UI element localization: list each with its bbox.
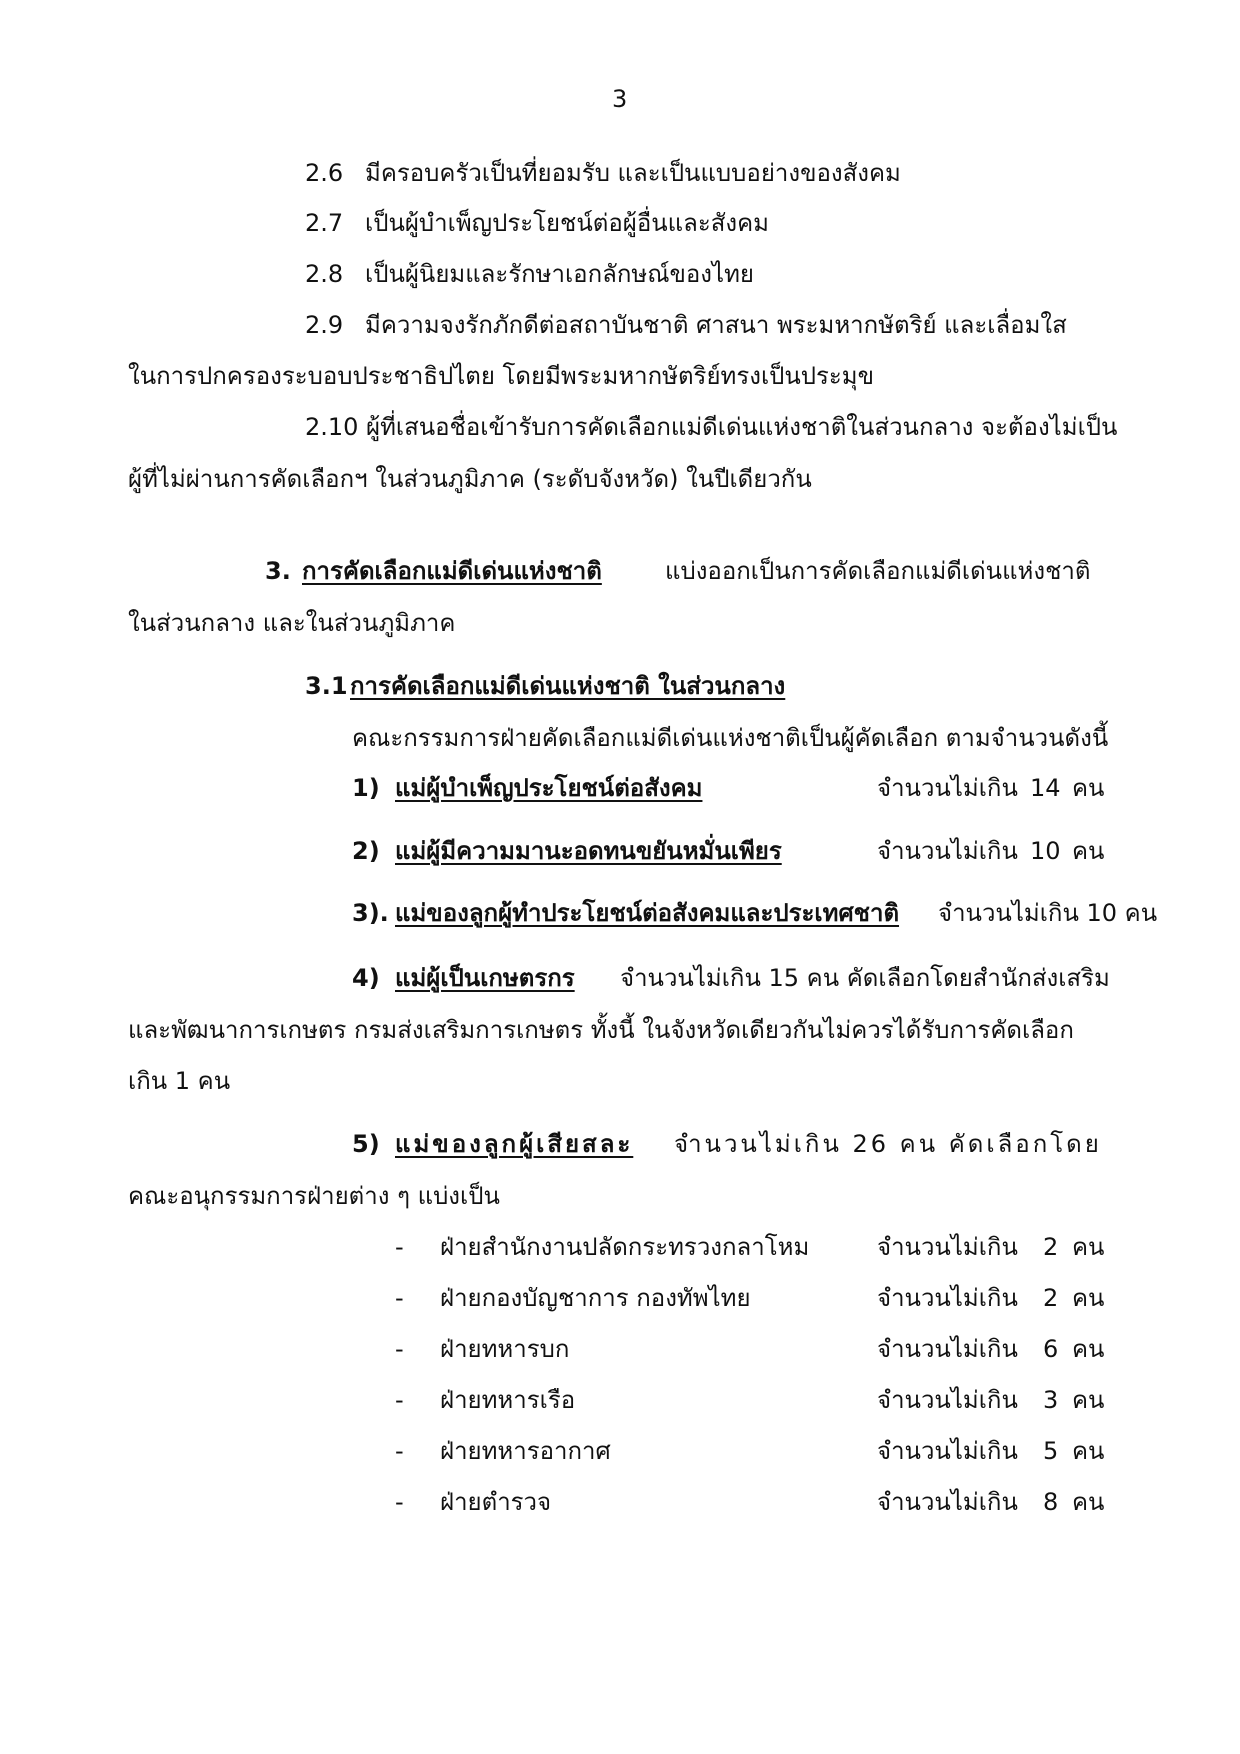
item-2-7-number: 2.7 xyxy=(305,209,344,237)
list-item-count-label: จำนวนไม่เกิน xyxy=(877,1437,1018,1465)
category-3-title: แม่ของลูกผู้ทำประโยชน์ต่อสังคมและประเทศชาติ xyxy=(395,899,900,927)
category-2-count: 10 xyxy=(1030,837,1061,865)
category-4-continuation-2: เกิน 1 คน xyxy=(128,1067,231,1095)
category-4-text: จำนวนไม่เกิน 15 คน คัดเลือกโดยสำนักส่งเสริม xyxy=(620,964,1110,992)
item-2-8-text: เป็นผู้นิยมและรักษาเอกลักษณ์ของไทย xyxy=(365,260,754,288)
list-item-count-label: จำนวนไม่เกิน xyxy=(877,1488,1018,1516)
category-2-unit: คน xyxy=(1072,837,1105,865)
list-item-name: ฝ่ายทหารบก xyxy=(440,1335,570,1363)
list-item-count-label: จำนวนไม่เกิน xyxy=(877,1335,1018,1363)
section-3-heading: การคัดเลือกแม่ดีเด่นแห่งชาติ xyxy=(302,557,602,585)
section-3-number: 3. xyxy=(265,557,291,585)
category-2-number: 2) xyxy=(352,837,380,865)
category-5-title: แม่ของลูกผู้เสียสละ xyxy=(395,1130,634,1158)
item-2-9-number: 2.9 xyxy=(305,311,344,339)
list-item-unit: คน xyxy=(1072,1386,1105,1414)
list-item-count-label: จำนวนไม่เกิน xyxy=(877,1386,1018,1414)
list-item-dash: - xyxy=(395,1284,404,1312)
list-item-dash: - xyxy=(395,1437,404,1465)
category-2-count-label: จำนวนไม่เกิน xyxy=(877,837,1018,865)
category-5-number: 5) xyxy=(352,1130,380,1158)
category-2-title: แม่ผู้มีความมานะอดทนขยันหมั่นเพียร xyxy=(395,837,782,865)
item-2-6-number: 2.6 xyxy=(305,159,344,187)
list-item-count: 3 xyxy=(1043,1386,1059,1414)
section-3-1-number: 3.1 xyxy=(305,672,348,700)
list-item-dash: - xyxy=(395,1335,404,1363)
list-item-unit: คน xyxy=(1072,1284,1105,1312)
list-item-dash: - xyxy=(395,1386,404,1414)
category-1-count-label: จำนวนไม่เกิน xyxy=(877,774,1018,802)
list-item-unit: คน xyxy=(1072,1335,1105,1363)
list-item-dash: - xyxy=(395,1233,404,1261)
item-2-9-text: มีความจงรักภักดีต่อสถาบันชาติ ศาสนา พระมหากษัตริย์ และเลื่อมใส xyxy=(365,311,1067,339)
section-3-text: แบ่งออกเป็นการคัดเลือกแม่ดีเด่นแห่งชาติ xyxy=(665,557,1091,585)
list-item-count-label: จำนวนไม่เกิน xyxy=(877,1233,1018,1261)
item-2-6-text: มีครอบครัวเป็นที่ยอมรับ และเป็นแบบอย่างของสังคม xyxy=(365,159,901,187)
list-item-unit: คน xyxy=(1072,1488,1105,1516)
category-1-count: 14 xyxy=(1030,774,1061,802)
list-item-count: 2 xyxy=(1043,1233,1059,1261)
list-item-count: 8 xyxy=(1043,1488,1059,1516)
list-item-name: ฝ่ายสำนักงานปลัดกระทรวงกลาโหม xyxy=(440,1233,810,1261)
list-item-count: 5 xyxy=(1043,1437,1059,1465)
category-1-unit: คน xyxy=(1072,774,1105,802)
list-item-unit: คน xyxy=(1072,1437,1105,1465)
category-5-continuation: คณะอนุกรรมการฝ่ายต่าง ๆ แบ่งเป็น xyxy=(128,1182,500,1210)
category-4-continuation-1: และพัฒนาการเกษตร กรมส่งเสริมการเกษตร ทั้งนี้ ในจังหวัดเดียวกันไม่ควรได้รับการคัดเลือก xyxy=(128,1016,1074,1044)
item-2-10-number: 2.10 xyxy=(305,413,359,441)
category-4-number: 4) xyxy=(352,964,380,992)
list-item-name: ฝ่ายกองบัญชาการ กองทัพไทย xyxy=(440,1284,751,1312)
list-item-name: ฝ่ายทหารอากาศ xyxy=(440,1437,611,1465)
item-2-9-continuation: ในการปกครองระบอบประชาธิปไตย โดยมีพระมหากษัตริย์ทรงเป็นประมุข xyxy=(128,362,875,390)
list-item-name: ฝ่ายตำรวจ xyxy=(440,1488,552,1516)
category-3-text: จำนวนไม่เกิน 10 คน xyxy=(938,899,1158,927)
list-item-count-label: จำนวนไม่เกิน xyxy=(877,1284,1018,1312)
list-item-unit: คน xyxy=(1072,1233,1105,1261)
category-1-title: แม่ผู้บำเพ็ญประโยชน์ต่อสังคม xyxy=(395,774,703,802)
section-3-1-heading: การคัดเลือกแม่ดีเด่นแห่งชาติ ในส่วนกลาง xyxy=(350,672,786,700)
category-4-title: แม่ผู้เป็นเกษตรกร xyxy=(395,964,575,992)
list-item-name: ฝ่ายทหารเรือ xyxy=(440,1386,576,1414)
item-2-10-continuation: ผู้ที่ไม่ผ่านการคัดเลือกฯ ในส่วนภูมิภาค (ระดับจังหวัด) ในปีเดียวกัน xyxy=(128,465,812,493)
list-item-dash: - xyxy=(395,1488,404,1516)
category-1-number: 1) xyxy=(352,774,380,802)
category-3-number: 3). xyxy=(352,899,389,927)
section-3-continuation: ในส่วนกลาง และในส่วนภูมิภาค xyxy=(128,609,456,637)
category-5-text: จำนวนไม่เกิน 26 คน คัดเลือกโดย xyxy=(674,1130,1102,1158)
item-2-10-text: ผู้ที่เสนอชื่อเข้ารับการคัดเลือกแม่ดีเด่นแห่งชาติในส่วนกลาง จะต้องไม่เป็น xyxy=(366,413,1118,441)
page-number: 3 xyxy=(612,85,628,113)
item-2-8-number: 2.8 xyxy=(305,260,344,288)
list-item-count: 6 xyxy=(1043,1335,1059,1363)
item-2-7-text: เป็นผู้บำเพ็ญประโยชน์ต่อผู้อื่นและสังคม xyxy=(365,209,769,237)
section-3-1-intro: คณะกรรมการฝ่ายคัดเลือกแม่ดีเด่นแห่งชาติเป็นผู้คัดเลือก ตามจำนวนดังนี้ xyxy=(352,724,1109,752)
list-item-count: 2 xyxy=(1043,1284,1059,1312)
